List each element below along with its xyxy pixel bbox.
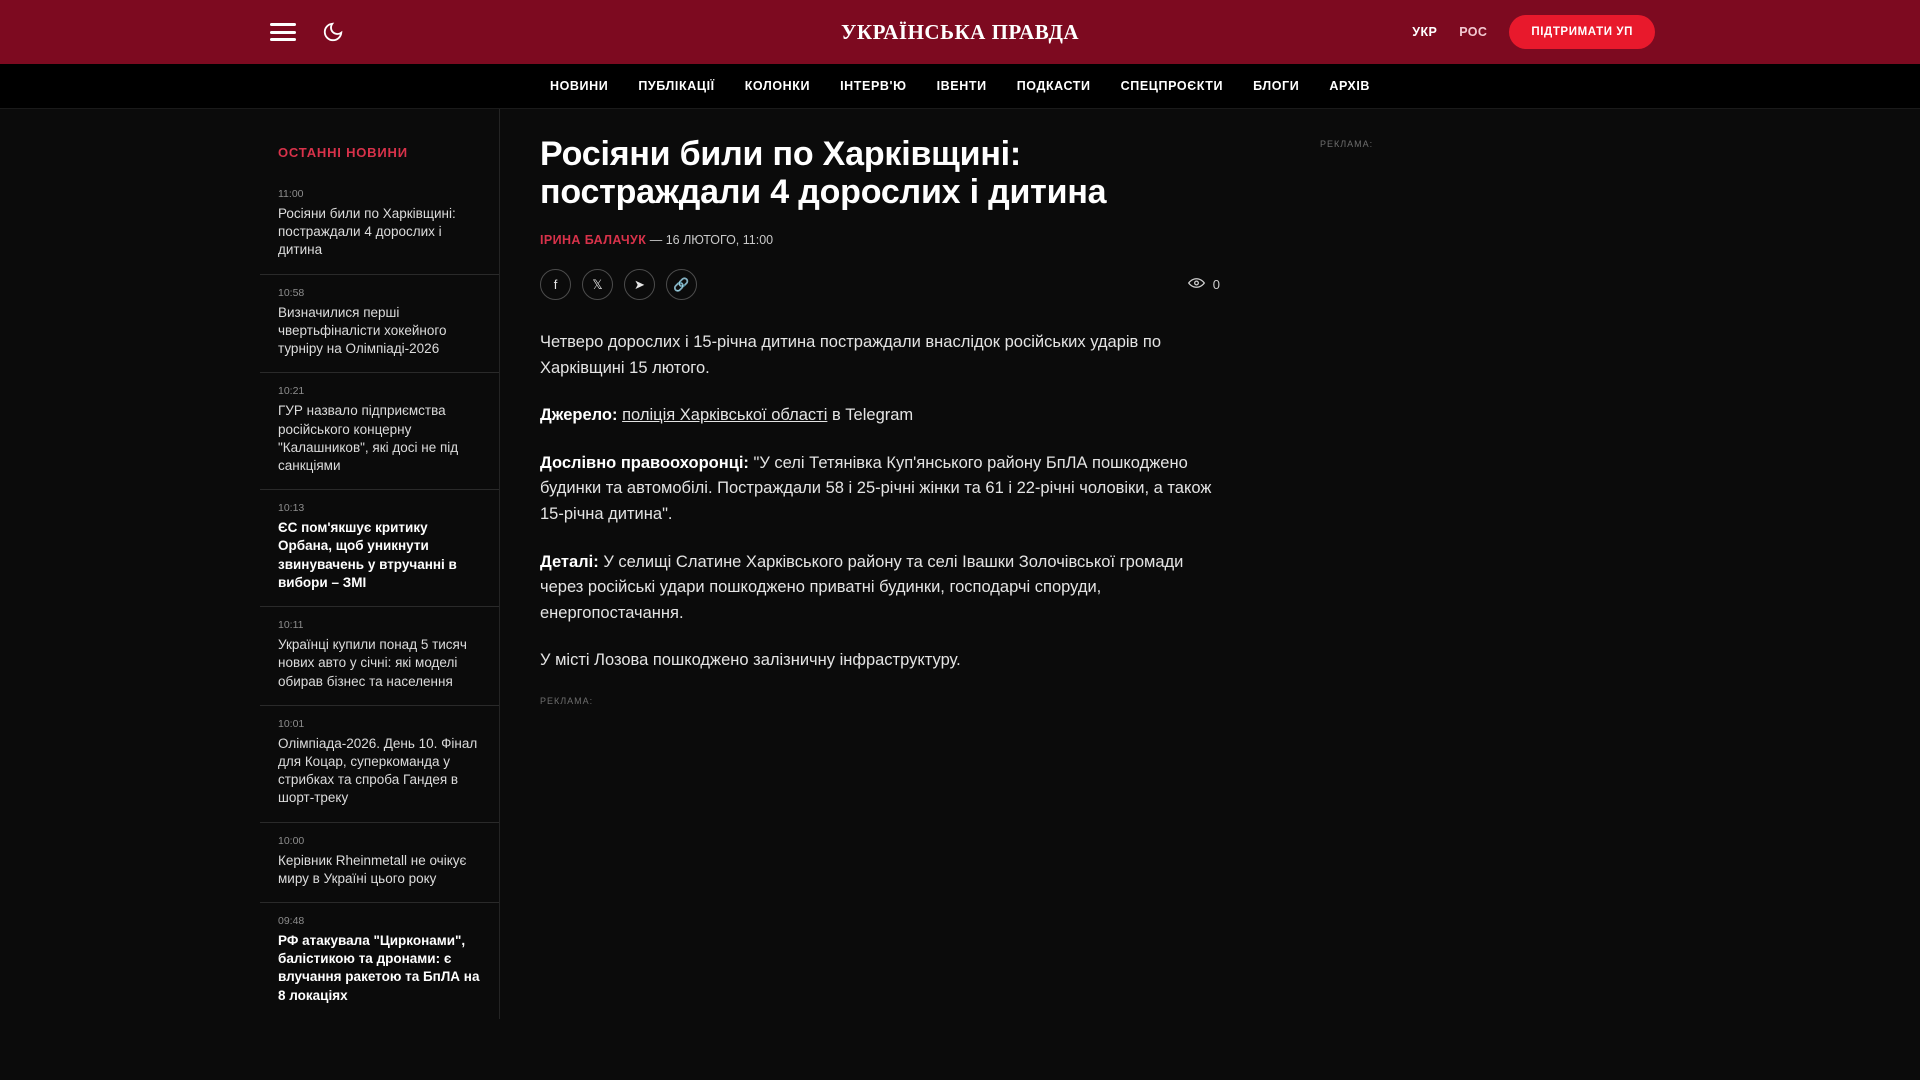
nav-item-blogy[interactable]: БЛОГИ — [1253, 79, 1300, 93]
details-label: Деталі: — [540, 552, 599, 571]
news-title[interactable]: Олімпіада-2026. День 10. Фінал для Коцар, суперкоманда у стрибках та спроба Гандея в шорт-треку — [278, 735, 478, 806]
article-closing: У місті Лозова пошкоджено залізничну інфраструктуру. — [540, 651, 961, 670]
source-label: Джерело: — [540, 406, 618, 425]
twitter-x-icon[interactable]: 𝕏 — [582, 269, 613, 300]
main-nav — [0, 64, 1920, 109]
news-title[interactable]: Визначилися перші чвертьфіналісти хокейного турніру на Олімпіаді-2026 — [278, 304, 447, 357]
share-and-views-row — [540, 269, 1220, 300]
nav-item-kolonky[interactable]: КОЛОНКИ — [744, 79, 811, 93]
news-title[interactable]: ГУР назвало підприємства російського концерну "Калашников", які досі не під санкціями — [278, 403, 459, 473]
right-ad-rail — [1260, 109, 1560, 1019]
nav-item-podkasty[interactable]: ПОДКАСТИ — [1016, 79, 1091, 93]
news-time: 09:48 — [278, 915, 305, 928]
list-item[interactable] — [260, 607, 499, 706]
news-title[interactable]: Керівник Rheinmetall не очікує миру в Україні цього року — [278, 852, 467, 886]
copy-link-icon[interactable]: 🔗 — [666, 269, 697, 300]
site-logo[interactable]: УКРАЇНСЬКА ПРАВДА — [840, 19, 1080, 44]
quote-label: Дослівно правоохоронці: — [540, 453, 749, 472]
details-text: У селищі Слатине Харківського району та селі Івашки Золочівської громади через російські удари пошкоджено приватні будинки, господарчі споруди, енергопостачання. — [540, 552, 1184, 622]
list-item[interactable] — [260, 823, 499, 903]
nav-item-arkhiv[interactable]: АРХІВ — [1329, 79, 1371, 93]
list-item[interactable] — [260, 903, 499, 1019]
publish-date: — 16 ЛЮТОГО, 11:00 — [649, 233, 774, 248]
news-time: 10:00 — [278, 834, 305, 847]
article-content — [500, 109, 1260, 1019]
article-body — [540, 330, 1220, 706]
page-body — [0, 109, 1920, 1019]
article-details — [540, 550, 1220, 627]
news-title[interactable]: Росіяни били по Харківщині: постраждали 4 дорослих і дитина — [278, 206, 456, 258]
author-name[interactable]: ІРИНА БАЛАЧУК — [540, 233, 647, 248]
moon-icon[interactable] — [322, 21, 344, 43]
eye-icon — [1188, 277, 1205, 292]
nav-item-interviu[interactable]: ІНТЕРВ'Ю — [840, 79, 907, 93]
list-item[interactable] — [260, 176, 499, 275]
article-quote — [540, 451, 1220, 528]
latest-news-sidebar — [260, 109, 500, 1019]
support-button[interactable]: ПІДТРИМАТИ УП — [1509, 15, 1655, 49]
source-link[interactable]: поліція Харківської області — [622, 406, 828, 425]
list-item[interactable] — [260, 490, 499, 607]
share-buttons — [540, 269, 697, 300]
list-item[interactable] — [260, 275, 499, 374]
lang-switch-rus[interactable]: РОС — [1459, 25, 1488, 39]
news-title[interactable]: Українці купили понад 5 тисяч нових авто у січні: які моделі обирав бізнес та населення — [278, 637, 467, 689]
page-title: Росіяни били по Харківщині: постраждали 4 дорослих і дитина — [540, 135, 1107, 212]
article-lead: Четверо дорослих і 15-річна дитина постраждали внаслідок російських ударів по Харківщині 15 лютого. — [540, 333, 1162, 377]
sidebar-title: ОСТАННІ НОВИНИ — [278, 145, 408, 160]
top-bar — [0, 0, 1920, 64]
nav-item-iventy[interactable]: ІВЕНТИ — [936, 79, 987, 93]
ad-label-inline: РЕКЛАМА: — [540, 695, 594, 706]
nav-item-novyny[interactable]: НОВИНИ — [549, 79, 609, 93]
list-item[interactable] — [260, 706, 499, 823]
news-time: 10:13 — [278, 502, 305, 515]
nav-item-spetsproekty[interactable]: СПЕЦПРОЄКТИ — [1120, 79, 1224, 93]
source-suffix: в Telegram — [827, 406, 914, 425]
top-bar-right — [1412, 15, 1655, 49]
article-source-line — [540, 403, 1220, 429]
list-item[interactable] — [260, 373, 499, 490]
news-time: 10:21 — [278, 385, 305, 398]
news-time: 10:58 — [278, 286, 305, 299]
news-title[interactable]: РФ атакувала "Цирконами", балістикою та дронами: є влучання ракетою та БпЛА на 8 локаціях — [278, 933, 480, 1003]
telegram-icon[interactable]: ➤ — [624, 269, 655, 300]
lang-switch-ukr[interactable]: УКР — [1412, 25, 1438, 39]
news-time: 10:11 — [278, 619, 304, 632]
news-title[interactable]: ЄС пом'якшує критику Орбана, щоб уникнути звинувачень у втручанні в вибори – ЗМІ — [278, 520, 457, 590]
nav-item-publikatsii[interactable]: ПУБЛІКАЦІЇ — [638, 79, 715, 93]
news-time: 11:00 — [278, 188, 304, 200]
view-count: 0 — [1212, 277, 1220, 293]
hamburger-menu-icon[interactable] — [270, 23, 296, 41]
facebook-icon[interactable]: f — [540, 269, 571, 300]
byline — [540, 233, 1220, 247]
news-time: 10:01 — [278, 717, 305, 730]
view-counter — [1188, 277, 1220, 292]
ad-label-rail: РЕКЛАМА: — [1320, 139, 1374, 149]
quote-text: "У селі Тетянівка Куп'янського району БпЛА пошкоджено будинки та автомобілі. Постраждали 58 і 25-річні жінки та 61 і 22-річні чоловіки, а також 15-річна дитина". — [540, 453, 1212, 523]
